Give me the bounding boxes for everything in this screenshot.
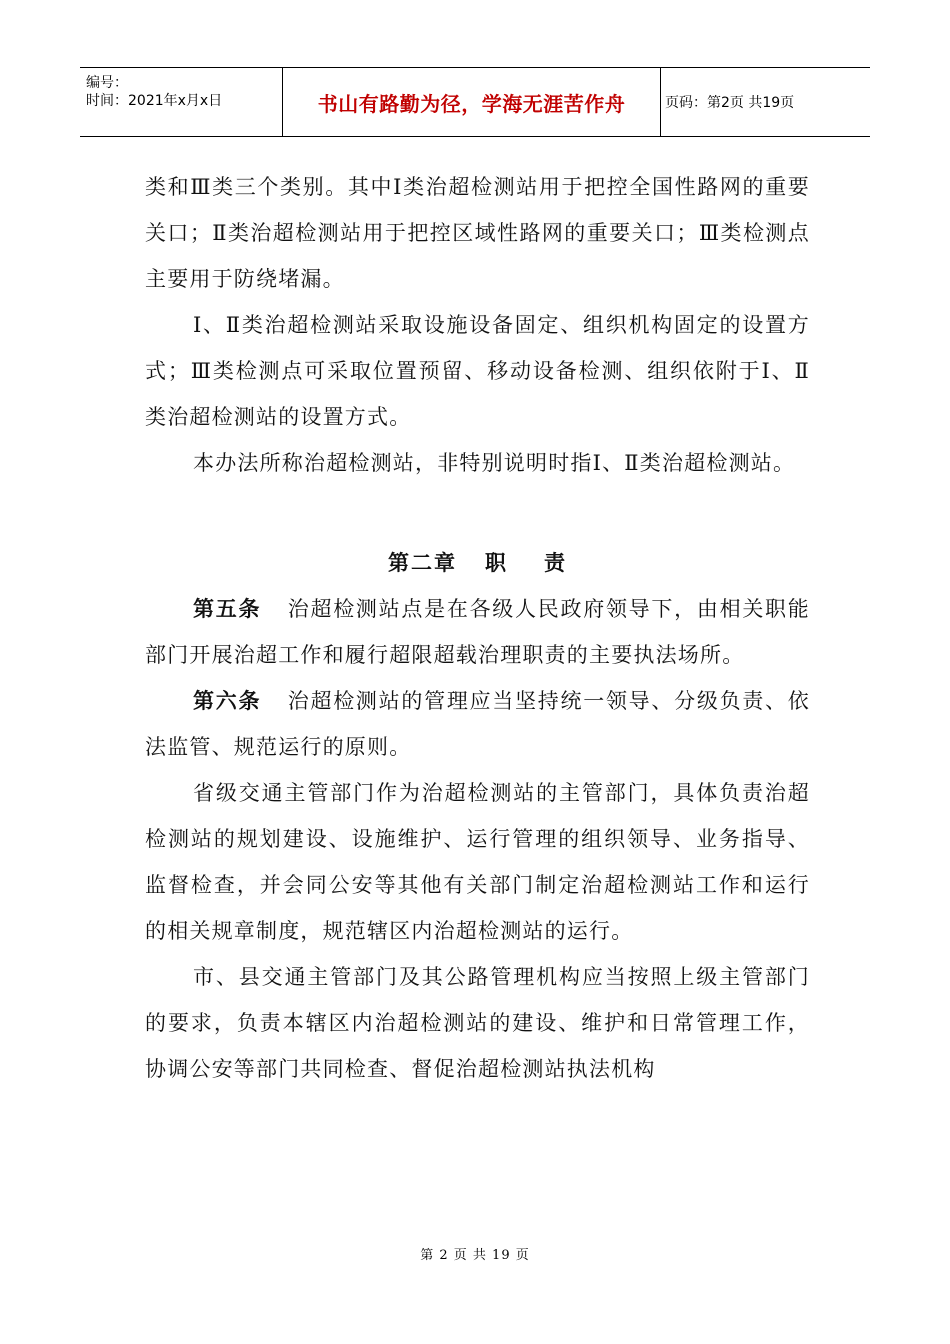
article-six: [145, 678, 810, 770]
chapter-title-part2: 责: [544, 551, 567, 575]
serial-number-label: 编号：: [86, 75, 128, 91]
paragraph-definition: 本办法所称治超检测站，非特别说明时指Ⅰ、Ⅱ类治超检测站。: [193, 451, 796, 475]
paragraph-setup-method: I、Ⅱ类治超检测站采取设施设备固定、组织机构固定的设置方式；Ⅲ类检测点可采取位置预留、移动设备检测、组织依附于Ⅰ、Ⅱ类治超检测站的设置方式。: [145, 313, 810, 429]
article-six-title: 第六条: [193, 689, 262, 713]
article-five-title: 第五条: [193, 597, 262, 621]
header-meta: [80, 68, 283, 136]
chapter-title-part1: 职: [485, 551, 508, 575]
article-five-text: 治超检测站点是在各级人民政府领导下，由相关职能部门开展治超工作和履行超限超载治理职责的主要执法场所。: [145, 597, 810, 667]
paragraph-provincial-dept: 省级交通主管部门作为治超检测站的主管部门，具体负责治超检测站的规划建设、设施维护、运行管理的组织领导、业务指导、监督检查，并会同公安等其他有关部门制定治超检测站工作和运行的相关规章制度，规范辖区内治超检测站的运行。: [145, 781, 810, 943]
header-motto: 书山有路勤为径，学海无涯苦作舟: [283, 68, 661, 136]
page-footer: 第 2 页 共 19 页: [420, 1248, 530, 1263]
article-six-text: 治超检测站的管理应当坚持统一领导、分级负责、依法监管、规范运行的原则。: [145, 689, 810, 759]
header-page-code: 页码：第2页 共19页: [665, 95, 795, 111]
page-header: [80, 67, 870, 137]
chapter-number: 第二章: [388, 551, 457, 575]
paragraph-city-county-dept: 市、县交通主管部门及其公路管理机构应当按照上级主管部门的要求，负责本辖区内治超检测站的建设、维护和日常管理工作，协调公安等部门共同检查、督促治超检测站执法机构: [145, 965, 810, 1081]
article-five: [145, 586, 810, 678]
document-body: [145, 164, 810, 1092]
chapter-heading: [145, 540, 810, 586]
paragraph-continuation: 类和Ⅲ类三个类别。其中Ⅰ类治超检测站用于把控全国性路网的重要关口；Ⅱ类治超检测站用于把控区域性路网的重要关口；Ⅲ类检测点主要用于防绕堵漏。: [145, 175, 810, 291]
date-label: 时间：2021年x月x日: [86, 93, 223, 109]
